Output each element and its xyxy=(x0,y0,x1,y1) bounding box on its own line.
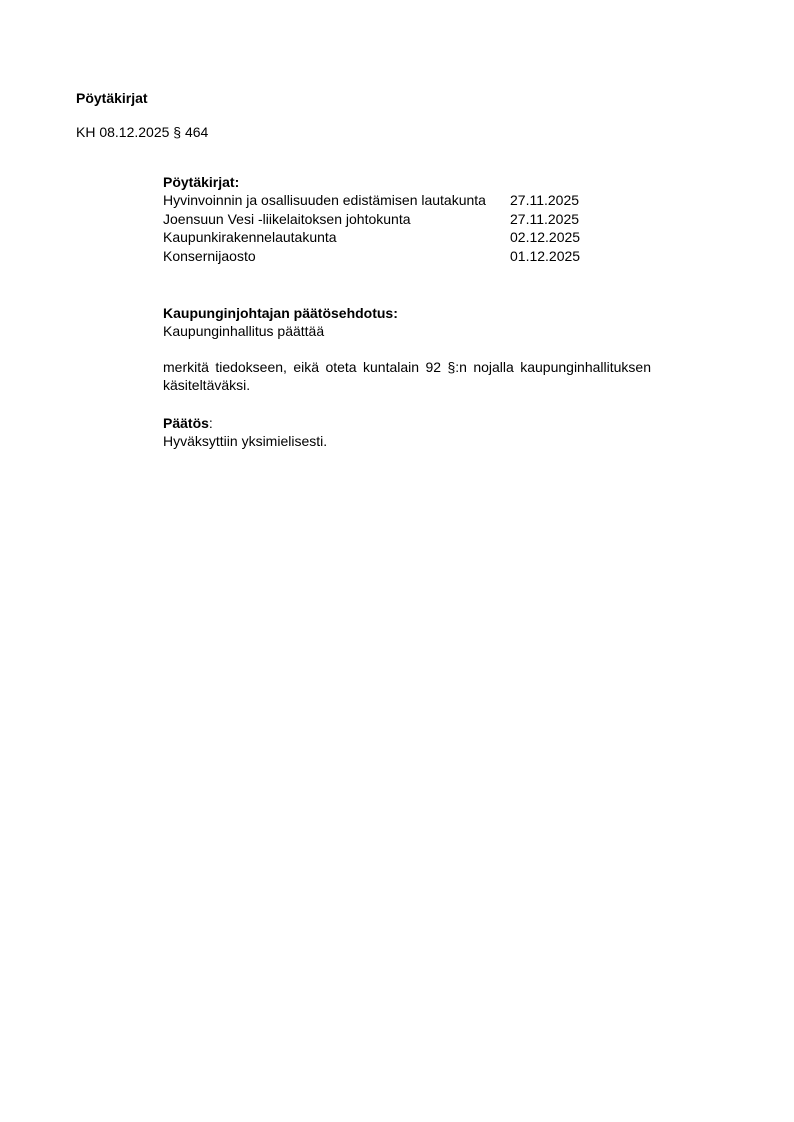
minutes-body-name: Joensuun Vesi -liikelaitoksen johtokunta xyxy=(163,210,411,227)
minutes-list xyxy=(163,191,663,265)
proposal-intro: Kaupunginhallitus päättää xyxy=(163,323,325,339)
decision-text: Hyväksyttiin yksimielisesti. xyxy=(163,433,328,449)
proposal-heading: Kaupunginjohtajan päätösehdotus: xyxy=(163,305,398,321)
decision-section xyxy=(163,414,663,450)
minutes-section xyxy=(163,173,663,265)
minutes-body-name: Hyvinvoinnin ja osallisuuden edistämisen lautakunta xyxy=(163,192,486,208)
decision-heading xyxy=(163,414,663,432)
minutes-body-name: Konsernijaosto xyxy=(163,247,256,264)
proposal-section xyxy=(163,304,663,394)
decision-heading-colon: : xyxy=(208,415,213,431)
proposal-text: merkitä tiedokseen, eikä oteta kuntalain 92 §:n nojalla kaupunginhallituksen käsiteltäväksi. xyxy=(163,359,651,393)
minutes-row xyxy=(163,228,663,247)
minutes-row xyxy=(163,247,663,266)
document-reference: KH 08.12.2025 § 464 xyxy=(76,124,209,140)
minutes-date: 02.12.2025 xyxy=(510,229,581,245)
minutes-heading: Pöytäkirjat: xyxy=(163,174,240,190)
minutes-date: 27.11.2025 xyxy=(510,210,580,227)
minutes-row xyxy=(163,210,663,229)
document-title: Pöytäkirjat xyxy=(76,90,148,106)
minutes-date: 27.11.2025 xyxy=(510,192,580,208)
minutes-date: 01.12.2025 xyxy=(510,247,581,264)
decision-heading-label: Päätös xyxy=(163,415,209,431)
minutes-body-name: Kaupunkirakennelautakunta xyxy=(163,229,337,245)
minutes-row xyxy=(163,191,663,210)
